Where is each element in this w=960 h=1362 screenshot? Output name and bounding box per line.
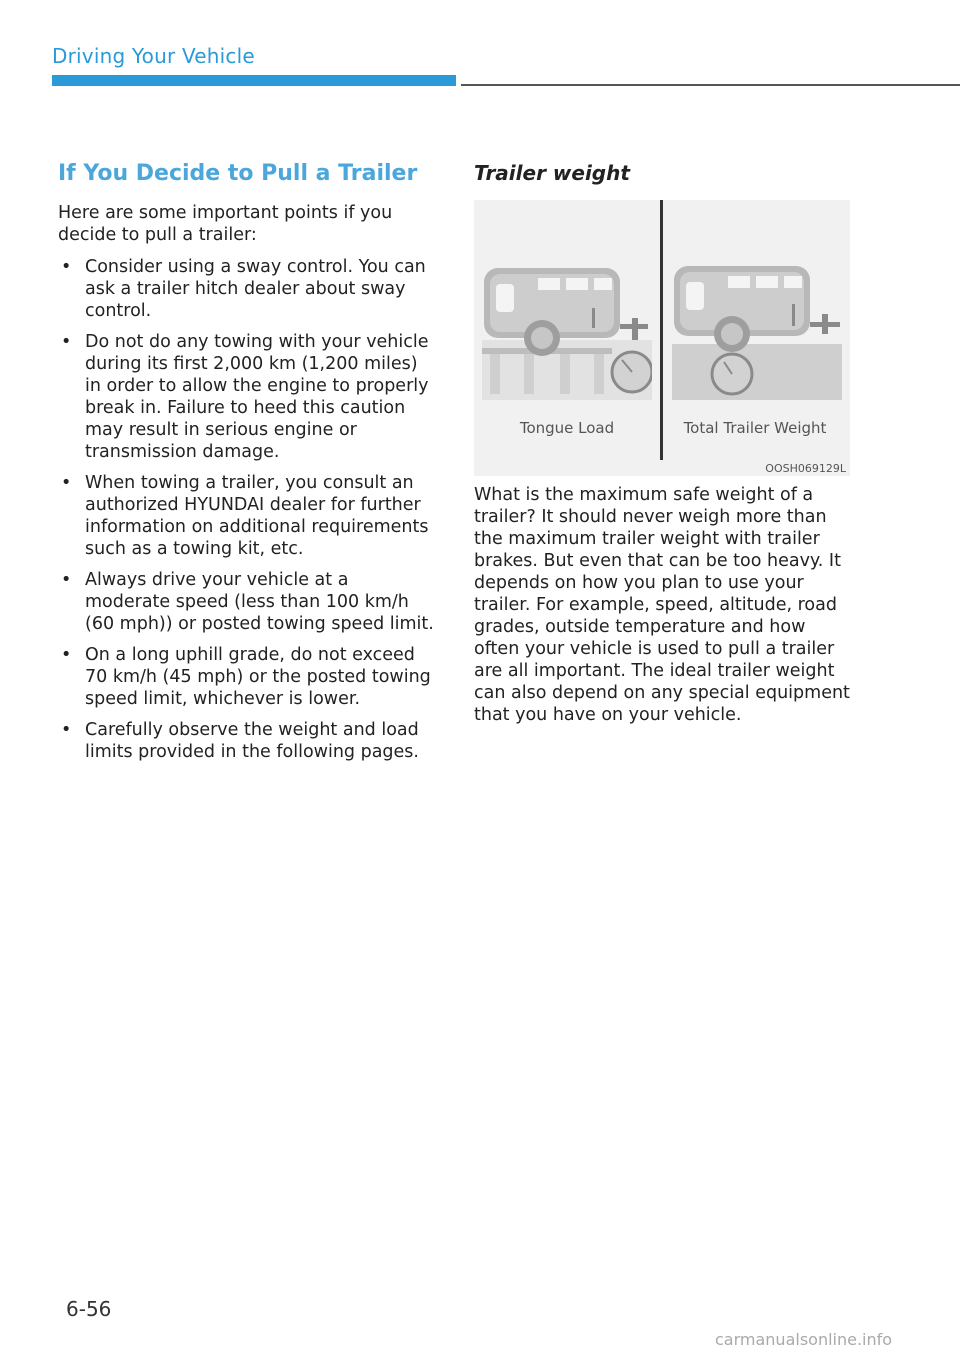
figure-code: OOSH069129L: [765, 462, 846, 475]
subsection-title: Trailer weight: [474, 161, 630, 185]
bullet-text: Carefully observe the weight and load limits provided in the following pages.: [85, 720, 419, 762]
section-title: If You Decide to Pull a Trailer: [58, 161, 418, 186]
bullet-dot-icon: •: [61, 332, 72, 352]
trailer-weight-paragraph: What is the maximum safe weight of a trailer? It should never weigh more than the maximum trailer weight with trailer brakes. But even that can be too heavy. It depends on how you plan to use your trailer. For example, speed, altitude, road grades, outside temperature and how often your vehicle is used to pull a trailer are all important. The ideal trailer weight can also depend on any special equipment that you have on your vehicle.: [474, 485, 850, 725]
bullet-dot-icon: •: [61, 570, 72, 590]
bullet-dot-icon: •: [61, 257, 72, 277]
bullet-item: [58, 472, 438, 560]
bullet-text: Do not do any towing with your vehicle during its first 2,000 km (1,200 miles) in order to allow the engine to properly break in. Failure to heed this caution may result in serious engine or transmission damage.: [85, 332, 429, 462]
intro-paragraph: Here are some important points if you decide to pull a trailer:: [58, 203, 393, 245]
bullet-dot-icon: •: [61, 473, 72, 493]
right-column: [474, 158, 854, 736]
left-column: [58, 158, 438, 772]
bullet-item: [58, 644, 438, 710]
tongue-load-illustration: [482, 260, 652, 400]
bullet-item: [58, 256, 438, 322]
section-header-title: Driving Your Vehicle: [52, 44, 255, 68]
page-number: 6-56: [66, 1297, 112, 1321]
trailer-weight-figure: [474, 200, 850, 476]
bullet-item: [58, 569, 438, 635]
bullet-text: When towing a trailer, you consult an authorized HYUNDAI dealer for further information on additional requirements such as a towing kit, etc.: [85, 473, 429, 559]
bullet-item: [58, 719, 438, 763]
header-accent-rule: [52, 75, 456, 86]
bullet-item: [58, 331, 438, 463]
bullet-text: Consider using a sway control. You can ask a trailer hitch dealer about sway control.: [85, 257, 426, 321]
bullet-dot-icon: •: [61, 720, 72, 740]
tongue-load-label: Tongue Load: [519, 419, 615, 437]
watermark: carmanualsonline.info: [715, 1330, 893, 1349]
bullet-text: On a long uphill grade, do not exceed 70 km/h (45 mph) or the posted towing speed limit, whichever is lower.: [85, 645, 431, 709]
total-trailer-weight-label: Total Trailer Weight: [683, 419, 827, 437]
bullet-text: Always drive your vehicle at a moderate speed (less than 100 km/h (60 mph)) or posted towing speed limit.: [85, 570, 434, 634]
bullet-list: [58, 256, 438, 763]
bullet-dot-icon: •: [61, 645, 72, 665]
header-divider-rule: [461, 84, 960, 86]
total-trailer-weight-illustration: [672, 260, 842, 400]
